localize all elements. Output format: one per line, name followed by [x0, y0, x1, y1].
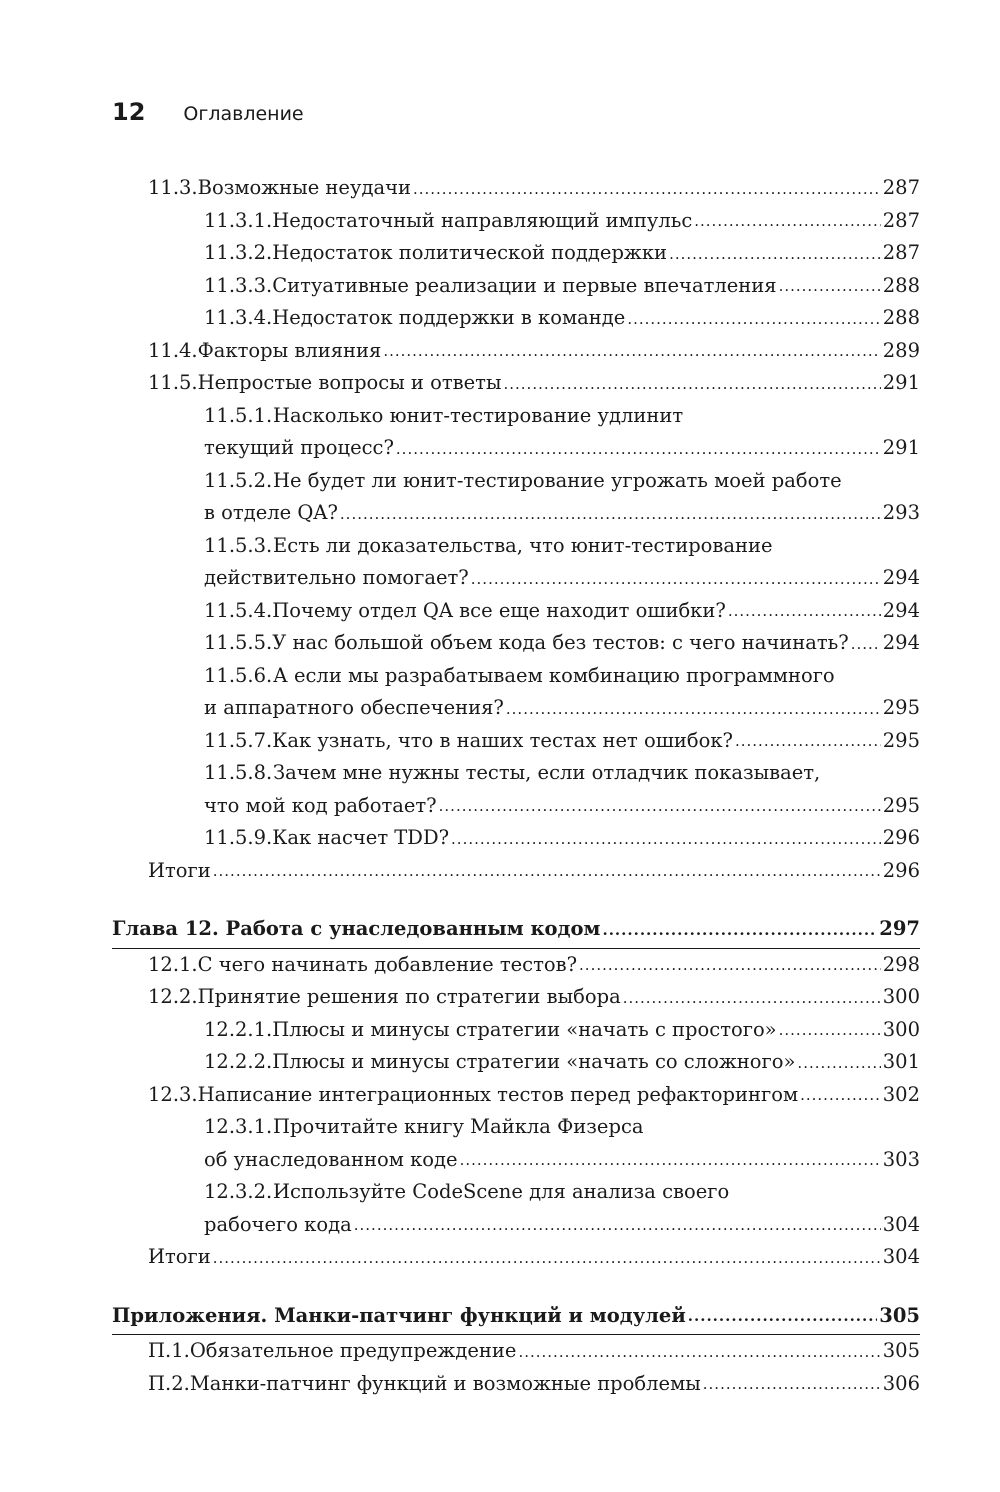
- leader-dots: [728, 601, 881, 621]
- section-title-continued: в отделе QA?: [204, 501, 338, 524]
- page-ref: 287: [882, 208, 920, 232]
- section-number: 11.5.5.: [204, 631, 273, 654]
- toc-entry[interactable]: [112, 1335, 920, 1368]
- section-title: Обязательное предупреждение: [189, 1339, 517, 1362]
- section-number: 11.5.9.: [204, 826, 273, 849]
- section-title: Прочитайте книгу Майкла Физерса: [273, 1115, 644, 1138]
- section-title-continued: действительно помогает?: [204, 566, 469, 589]
- leader-dots: [213, 861, 881, 881]
- page-ref: 288: [882, 306, 920, 329]
- section-title: Непростые вопросы и ответы: [197, 371, 502, 394]
- toc-entry-line: [112, 530, 920, 563]
- toc-entry-line: [112, 1111, 920, 1144]
- page-ref: 302: [882, 1082, 920, 1106]
- toc-entry[interactable]: [112, 1176, 920, 1241]
- section-title: У нас большой объем кода без тестов: с чего начинать?: [272, 631, 849, 654]
- toc-entry-line: [112, 465, 920, 498]
- section-number: 11.5.6.: [204, 663, 273, 687]
- leader-dots: [779, 1020, 881, 1040]
- section-title: Как насчет TDD?: [272, 826, 450, 849]
- leader-dots: [439, 796, 881, 816]
- leader-dots: [340, 504, 881, 524]
- page-ref: 293: [882, 501, 920, 524]
- section-title-continued: и аппаратного обеспечения?: [204, 696, 504, 719]
- toc-entry-line: [112, 1241, 920, 1274]
- toc-entry[interactable]: [112, 855, 920, 888]
- toc-entry[interactable]: [112, 172, 920, 205]
- toc-entry[interactable]: [112, 400, 920, 465]
- section-title: Недостаточный направляющий импульс: [272, 208, 693, 232]
- page-ref: 304: [882, 1245, 920, 1268]
- chapter-title: Глава 12. Работа с унаследованным кодом: [112, 917, 601, 940]
- section-number: 12.2.1.: [204, 1017, 273, 1041]
- page-ref: 300: [882, 1017, 920, 1041]
- toc-entry-line: [112, 237, 920, 270]
- toc-entry-line: [112, 1014, 920, 1047]
- page-ref: 300: [882, 985, 920, 1008]
- page-ref: 295: [882, 728, 920, 752]
- section-title: Не будет ли юнит-тестирование угрожать моей работе: [273, 468, 842, 492]
- section-number: 11.3.: [148, 176, 198, 199]
- toc-entry[interactable]: [112, 335, 920, 368]
- section-title: Итоги: [148, 858, 211, 882]
- toc-entry[interactable]: [112, 822, 920, 855]
- section-number: 11.5.2.: [204, 468, 273, 492]
- page-ref: 288: [882, 273, 920, 297]
- leader-dots: [383, 341, 880, 361]
- toc-entry-line: [112, 1176, 920, 1209]
- page-ref: 296: [882, 858, 920, 882]
- leader-dots: [471, 569, 881, 589]
- toc-entry[interactable]: [112, 1079, 920, 1112]
- section-title-continued: об унаследованном коде: [204, 1147, 458, 1171]
- leader-dots: [797, 1053, 880, 1073]
- page-ref: 304: [882, 1212, 920, 1236]
- page-ref: 305: [882, 1339, 920, 1362]
- toc-section-chapter-11: [112, 172, 920, 887]
- section-number: 11.4.: [148, 338, 198, 362]
- leader-dots: [800, 1085, 881, 1105]
- toc-entry[interactable]: [112, 530, 920, 595]
- toc-entry-line: [112, 367, 920, 400]
- section-title: Как узнать, что в наших тестах нет ошибок?: [272, 728, 733, 752]
- page-ref: 289: [882, 338, 920, 362]
- section-number: 12.1.: [148, 952, 198, 976]
- toc-entry[interactable]: [112, 237, 920, 270]
- page-ref: 303: [882, 1147, 920, 1171]
- section-title: С чего начинать добавление тестов?: [197, 952, 578, 976]
- toc-entry[interactable]: [112, 302, 920, 335]
- toc-entry-line: [112, 1144, 920, 1177]
- section-title: Используйте CodeScene для анализа своего: [273, 1180, 730, 1203]
- leader-dots: [851, 634, 881, 654]
- leader-dots: [735, 731, 881, 751]
- page-ref: 294: [882, 598, 920, 622]
- leader-dots: [627, 309, 880, 329]
- section-title: Принятие решения по стратегии выбора: [197, 985, 621, 1008]
- toc-section-chapter-12: [112, 949, 920, 1274]
- section-number: 12.3.2.: [204, 1180, 273, 1203]
- section-number: П.1.: [148, 1339, 190, 1362]
- toc-entry-line: [112, 822, 920, 855]
- toc-entry[interactable]: [112, 367, 920, 400]
- section-number: 12.2.: [148, 985, 198, 1008]
- leader-dots: [602, 920, 877, 940]
- toc-section-appendix: [112, 1335, 920, 1400]
- toc-entry-line: [112, 302, 920, 335]
- page-ref: 306: [882, 1371, 920, 1395]
- section-number: 12.2.2.: [204, 1050, 273, 1073]
- toc-entry[interactable]: [112, 465, 920, 530]
- toc-entry-line: [112, 660, 920, 693]
- toc-entry-line: [112, 335, 920, 368]
- leader-dots: [623, 988, 881, 1008]
- toc-entry-line: [112, 497, 920, 530]
- page-ref: 287: [882, 241, 920, 264]
- toc-entry-line: [112, 172, 920, 205]
- toc-entry[interactable]: [112, 981, 920, 1014]
- toc-entry[interactable]: [112, 205, 920, 238]
- section-title: Насколько юнит-тестирование удлинит: [273, 403, 684, 427]
- leader-dots: [688, 1306, 877, 1326]
- toc-entry-line: [112, 205, 920, 238]
- section-title: Манки-патчинг функций и возможные проблемы: [189, 1371, 701, 1395]
- leader-dots: [669, 244, 881, 264]
- toc-entry[interactable]: [112, 1111, 920, 1176]
- toc-entry-line: [112, 757, 920, 790]
- table-of-contents: [112, 172, 920, 1400]
- leader-dots: [779, 276, 881, 296]
- toc-entry-line: [112, 725, 920, 758]
- toc-entry-line: [112, 1335, 920, 1368]
- leader-dots: [503, 374, 880, 394]
- leader-dots: [506, 699, 881, 719]
- section-number: 11.5.3.: [204, 533, 273, 557]
- section-number: 11.3.1.: [204, 208, 273, 232]
- leader-dots: [703, 1374, 881, 1394]
- toc-entry-line: [112, 595, 920, 628]
- section-title: Плюсы и минусы стратегии «начать со сложного»: [272, 1050, 796, 1073]
- leader-dots: [451, 829, 881, 849]
- toc-entry-line: [112, 981, 920, 1014]
- section-number: 11.3.2.: [204, 241, 273, 264]
- page-ref: 298: [882, 952, 920, 976]
- page-ref: 287: [882, 176, 920, 199]
- leader-dots: [213, 1248, 881, 1268]
- leader-dots: [460, 1150, 881, 1170]
- toc-entry-line: [112, 562, 920, 595]
- page-ref: 295: [882, 793, 920, 817]
- appendix-heading[interactable]: [112, 1300, 920, 1333]
- section-title: Ситуативные реализации и первые впечатления: [272, 273, 777, 297]
- toc-entry-line: [112, 432, 920, 465]
- page-number: 12: [112, 98, 146, 126]
- toc-entry[interactable]: [112, 660, 920, 725]
- leader-dots: [694, 211, 881, 231]
- toc-entry[interactable]: [112, 270, 920, 303]
- section-title: Факторы влияния: [197, 338, 382, 362]
- section-number: 11.3.4.: [204, 306, 273, 329]
- section-title: Возможные неудачи: [197, 176, 411, 199]
- toc-entry-line: [112, 855, 920, 888]
- section-number: 12.3.: [148, 1082, 198, 1106]
- toc-entry-line: [112, 790, 920, 823]
- section-title: А если мы разрабатываем комбинацию программного: [273, 663, 835, 687]
- toc-entry-line: [112, 1079, 920, 1112]
- toc-entry[interactable]: [112, 1014, 920, 1047]
- section-number: 11.5.: [148, 371, 198, 394]
- toc-entry[interactable]: [112, 1241, 920, 1274]
- page-ref: 291: [882, 371, 920, 394]
- section-title: Недостаток поддержки в команде: [272, 306, 626, 329]
- toc-entry[interactable]: [112, 595, 920, 628]
- page-ref: 297: [879, 917, 920, 940]
- section-title: Зачем мне нужны тесты, если отладчик показывает,: [273, 761, 821, 784]
- toc-entry-line: [112, 627, 920, 660]
- chapter-title: Приложения. Манки-патчинг функций и модулей: [112, 1303, 686, 1327]
- toc-entry[interactable]: [112, 1046, 920, 1079]
- toc-entry-line: [112, 1368, 920, 1401]
- toc-entry[interactable]: [112, 1368, 920, 1401]
- page-ref: 291: [882, 436, 920, 459]
- section-title-continued: что мой код работает?: [204, 793, 437, 817]
- leader-dots: [354, 1215, 881, 1235]
- section-title: Почему отдел QA все еще находит ошибки?: [272, 598, 726, 622]
- toc-entry-line: [112, 949, 920, 982]
- leader-dots: [413, 179, 881, 199]
- section-title: Есть ли доказательства, что юнит-тестирование: [273, 533, 773, 557]
- leader-dots: [396, 439, 881, 459]
- toc-entry-line: [112, 1209, 920, 1242]
- page-ref: 296: [882, 826, 920, 849]
- section-number: 11.3.3.: [204, 273, 273, 297]
- section-title: Недостаток политической поддержки: [272, 241, 668, 264]
- section-number: 11.5.4.: [204, 598, 273, 622]
- section-title-continued: текущий процесс?: [204, 436, 394, 459]
- leader-dots: [518, 1342, 880, 1362]
- chapter-12-heading[interactable]: [112, 913, 920, 946]
- toc-entry-line: [112, 692, 920, 725]
- toc-entry[interactable]: [112, 949, 920, 982]
- section-number: П.2.: [148, 1371, 190, 1395]
- page-header: [112, 98, 304, 126]
- section-number: 11.5.1.: [204, 403, 273, 427]
- section-title: Плюсы и минусы стратегии «начать с простого»: [272, 1017, 777, 1041]
- toc-entry-line: [112, 400, 920, 433]
- section-number: 11.5.8.: [204, 761, 273, 784]
- section-title-continued: рабочего кода: [204, 1212, 352, 1236]
- page-ref: 301: [882, 1050, 920, 1073]
- toc-entry[interactable]: [112, 725, 920, 758]
- page-ref: 294: [882, 566, 920, 589]
- leader-dots: [579, 955, 881, 975]
- section-number: 12.3.1.: [204, 1115, 273, 1138]
- page-ref: 294: [882, 631, 920, 654]
- page-ref: 295: [882, 696, 920, 719]
- section-title: Итоги: [148, 1245, 211, 1268]
- running-title: Оглавление: [183, 103, 304, 125]
- toc-entry-line: [112, 1046, 920, 1079]
- toc-entry-line: [112, 270, 920, 303]
- toc-entry[interactable]: [112, 627, 920, 660]
- section-title: Написание интеграционных тестов перед рефакторингом: [197, 1082, 799, 1106]
- page-ref: 305: [879, 1303, 920, 1327]
- toc-entry[interactable]: [112, 757, 920, 822]
- section-number: 11.5.7.: [204, 728, 273, 752]
